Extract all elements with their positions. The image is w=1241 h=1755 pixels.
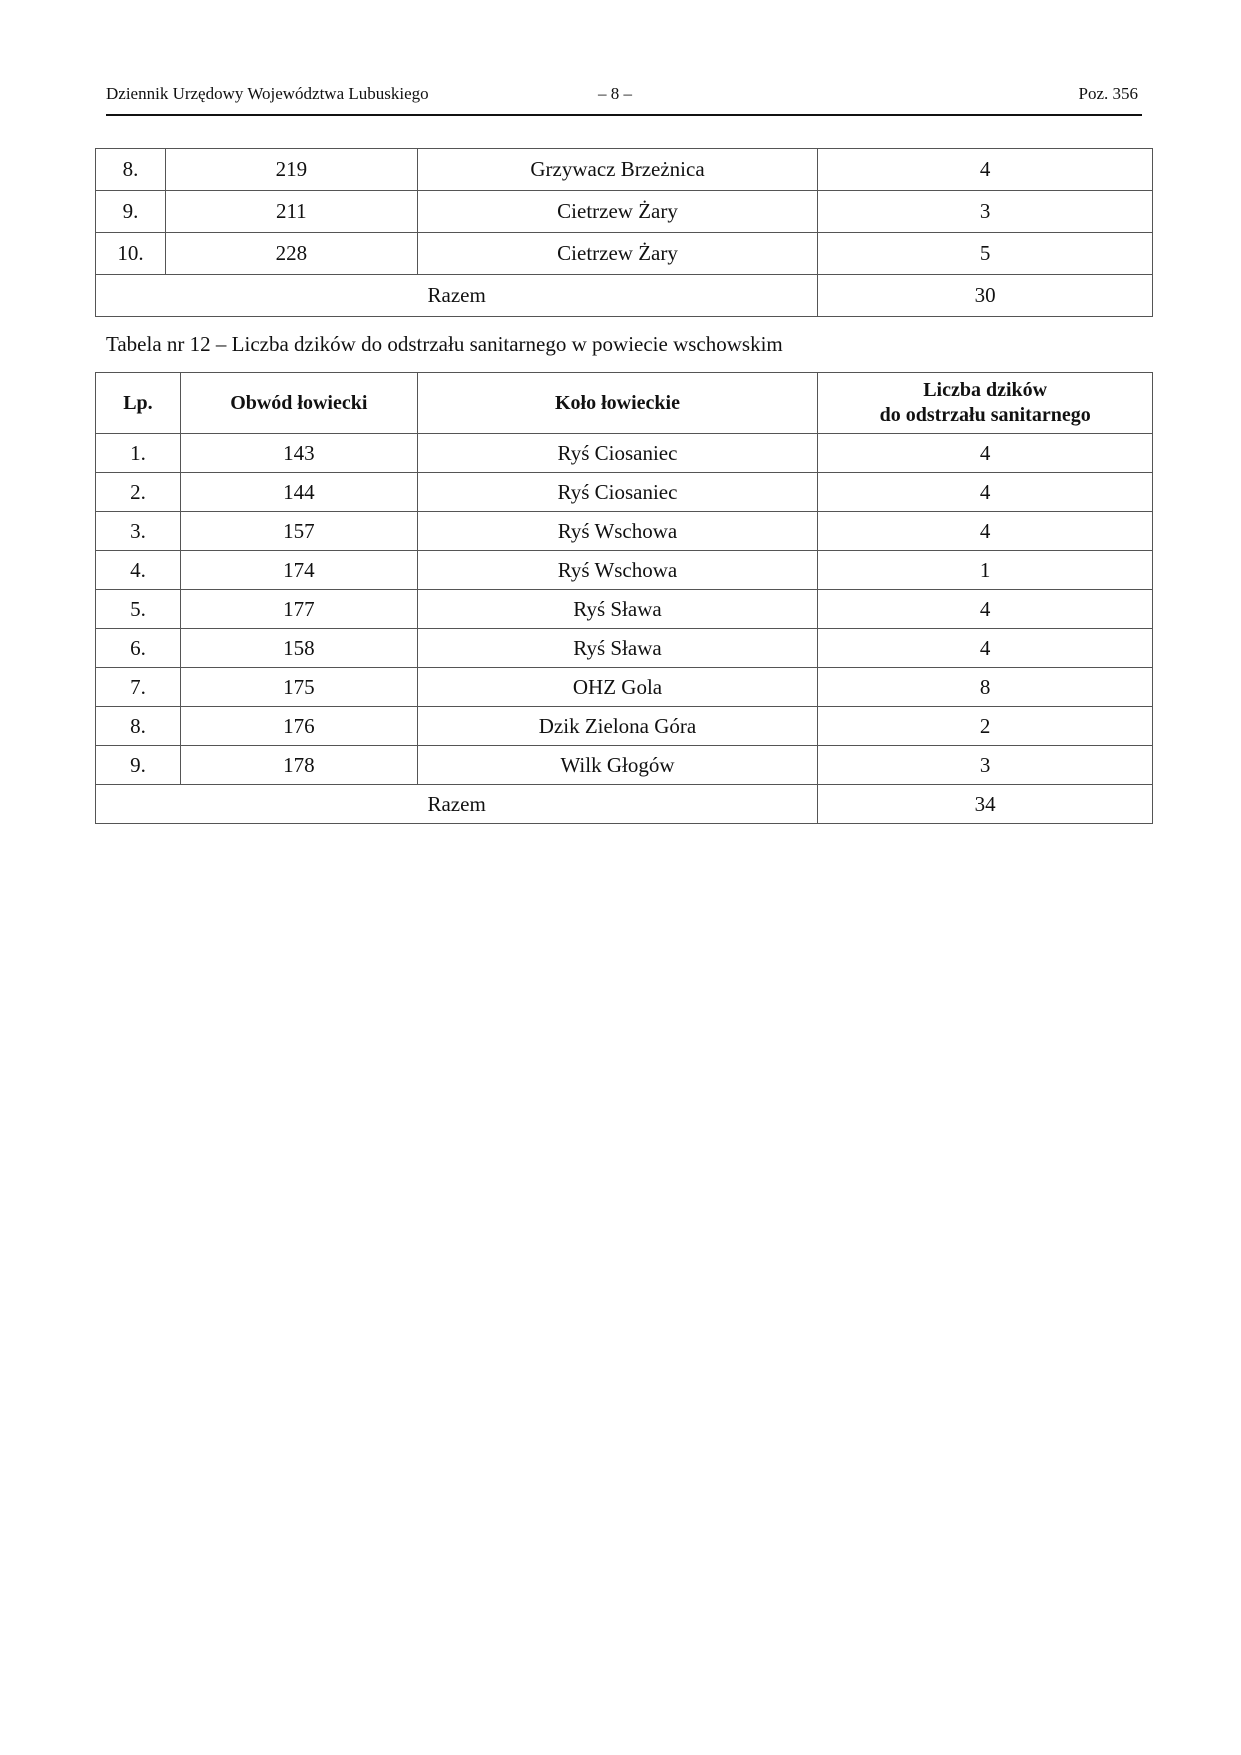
- header-obwod: Obwód łowiecki: [180, 373, 417, 434]
- table-row: [96, 590, 1153, 629]
- total-row: [96, 275, 1153, 317]
- cell-liczba: 8: [818, 668, 1153, 707]
- header-liczba-line1: Liczba dzików: [923, 379, 1048, 401]
- header-liczba: [818, 373, 1153, 434]
- cell-lp: 2.: [96, 473, 181, 512]
- cell-lp: 8.: [96, 149, 166, 191]
- cell-kolo: Ryś Wschowa: [417, 551, 818, 590]
- table-row: [96, 746, 1153, 785]
- cell-obwod: 178: [180, 746, 417, 785]
- table-row: [96, 668, 1153, 707]
- cell-liczba: 4: [818, 512, 1153, 551]
- cell-lp: 1.: [96, 434, 181, 473]
- table-row: [96, 707, 1153, 746]
- cell-liczba: 2: [818, 707, 1153, 746]
- total-value: 30: [818, 275, 1153, 317]
- cell-obwod: 175: [180, 668, 417, 707]
- table-11-continuation: [95, 148, 1153, 317]
- cell-lp: 9.: [96, 191, 166, 233]
- cell-liczba: 4: [818, 590, 1153, 629]
- cell-kolo: Cietrzew Żary: [417, 191, 818, 233]
- table-row: [96, 629, 1153, 668]
- cell-liczba: 4: [818, 434, 1153, 473]
- cell-obwod: 177: [180, 590, 417, 629]
- page-header: [106, 84, 1142, 116]
- total-row: [96, 785, 1153, 824]
- cell-liczba: 4: [818, 149, 1153, 191]
- cell-kolo: Cietrzew Żary: [417, 233, 818, 275]
- header-kolo: Koło łowieckie: [417, 373, 818, 434]
- total-value: 34: [818, 785, 1153, 824]
- cell-lp: 10.: [96, 233, 166, 275]
- cell-obwod: 211: [165, 191, 417, 233]
- cell-obwod: 157: [180, 512, 417, 551]
- cell-liczba: 3: [818, 746, 1153, 785]
- cell-liczba: 3: [818, 191, 1153, 233]
- cell-kolo: Dzik Zielona Góra: [417, 707, 818, 746]
- cell-obwod: 176: [180, 707, 417, 746]
- cell-lp: 4.: [96, 551, 181, 590]
- page-number: – 8 –: [598, 84, 632, 103]
- cell-liczba: 4: [818, 473, 1153, 512]
- cell-lp: 6.: [96, 629, 181, 668]
- cell-lp: 9.: [96, 746, 181, 785]
- journal-title: Dziennik Urzędowy Województwa Lubuskiego: [106, 84, 429, 103]
- cell-lp: 3.: [96, 512, 181, 551]
- cell-lp: 8.: [96, 707, 181, 746]
- table-12-caption: Tabela nr 12 – Liczba dzików do odstrzału sanitarnego w powiecie wschowskim: [106, 332, 783, 356]
- cell-obwod: 158: [180, 629, 417, 668]
- cell-liczba: 5: [818, 233, 1153, 275]
- cell-kolo: Ryś Ciosaniec: [417, 434, 818, 473]
- table-header-row: [96, 373, 1153, 434]
- table-row: [96, 551, 1153, 590]
- table-row: [96, 473, 1153, 512]
- total-label: Razem: [96, 275, 818, 317]
- table-row: [96, 512, 1153, 551]
- cell-obwod: 143: [180, 434, 417, 473]
- cell-kolo: OHZ Gola: [417, 668, 818, 707]
- cell-lp: 7.: [96, 668, 181, 707]
- cell-kolo: Ryś Ciosaniec: [417, 473, 818, 512]
- cell-liczba: 4: [818, 629, 1153, 668]
- cell-kolo: Ryś Sława: [417, 629, 818, 668]
- cell-kolo: Wilk Głogów: [417, 746, 818, 785]
- header-liczba-line2: do odstrzału sanitarnego: [879, 404, 1091, 426]
- cell-lp: 5.: [96, 590, 181, 629]
- cell-kolo: Ryś Wschowa: [417, 512, 818, 551]
- cell-obwod: 228: [165, 233, 417, 275]
- table-row: [96, 191, 1153, 233]
- table-12: [95, 372, 1153, 824]
- table-row: [96, 434, 1153, 473]
- cell-obwod: 144: [180, 473, 417, 512]
- table-row: [96, 233, 1153, 275]
- cell-liczba: 1: [818, 551, 1153, 590]
- total-label: Razem: [96, 785, 818, 824]
- cell-obwod: 174: [180, 551, 417, 590]
- table-row: [96, 149, 1153, 191]
- position-number: Poz. 356: [1078, 84, 1138, 103]
- header-lp: Lp.: [96, 373, 181, 434]
- cell-obwod: 219: [165, 149, 417, 191]
- cell-kolo: Ryś Sława: [417, 590, 818, 629]
- cell-kolo: Grzywacz Brzeżnica: [417, 149, 818, 191]
